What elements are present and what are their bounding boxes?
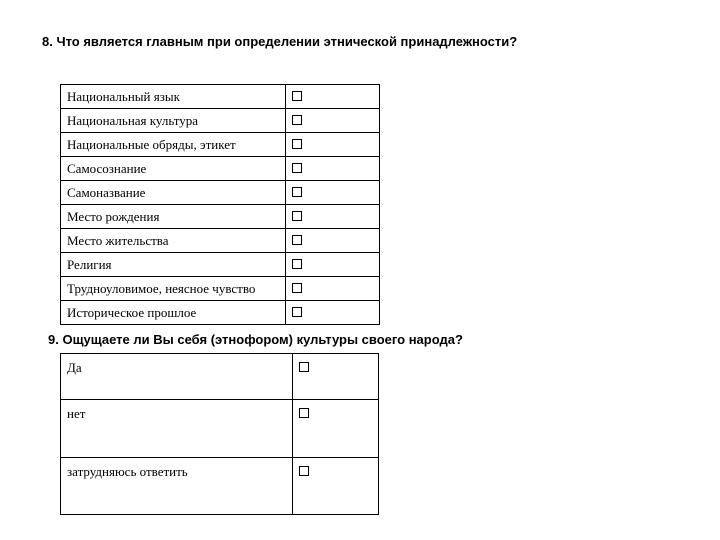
checkbox[interactable] [292,259,302,269]
option-cell [286,229,380,253]
option-cell [293,458,379,515]
checkbox[interactable] [292,283,302,293]
option-label: Национальные обряды, этикет [61,133,286,157]
option-label: нет [61,400,293,458]
option-cell [286,181,380,205]
option-row [61,301,380,325]
option-label: Национальная культура [61,109,286,133]
option-row [61,205,380,229]
option-row [61,354,379,400]
option-label: Национальный язык [61,85,286,109]
option-label: Религия [61,253,286,277]
option-cell [286,85,380,109]
option-row [61,157,380,181]
option-row [61,85,380,109]
checkbox[interactable] [292,187,302,197]
checkbox[interactable] [292,115,302,125]
question-8-table [60,84,380,325]
checkbox[interactable] [299,408,309,418]
question-8-title: 8. Что является главным при определении этнической принадлежности? [42,34,518,49]
option-label: Да [61,354,293,400]
option-row [61,458,379,515]
option-row [61,253,380,277]
option-label: Место жительства [61,229,286,253]
option-label: Место рождения [61,205,286,229]
option-row [61,400,379,458]
checkbox[interactable] [299,466,309,476]
checkbox[interactable] [292,235,302,245]
option-label: Историческое прошлое [61,301,286,325]
option-cell [286,253,380,277]
checkbox[interactable] [299,362,309,372]
question-9-table [60,353,379,515]
option-row [61,277,380,301]
checkbox[interactable] [292,91,302,101]
option-label: Самоназвание [61,181,286,205]
option-cell [293,400,379,458]
option-cell [293,354,379,400]
checkbox[interactable] [292,139,302,149]
checkbox[interactable] [292,211,302,221]
option-label: Трудноуловимое, неясное чувство [61,277,286,301]
question-9-title: 9. Ощущаете ли Вы себя (этнофором) культуры своего народа? [48,332,463,347]
option-cell [286,109,380,133]
option-cell [286,133,380,157]
option-label: затрудняюсь ответить [61,458,293,515]
option-row [61,229,380,253]
option-label: Самосознание [61,157,286,181]
option-row [61,181,380,205]
option-cell [286,301,380,325]
option-row [61,133,380,157]
option-cell [286,277,380,301]
checkbox[interactable] [292,163,302,173]
option-cell [286,205,380,229]
checkbox[interactable] [292,307,302,317]
option-row [61,109,380,133]
option-cell [286,157,380,181]
